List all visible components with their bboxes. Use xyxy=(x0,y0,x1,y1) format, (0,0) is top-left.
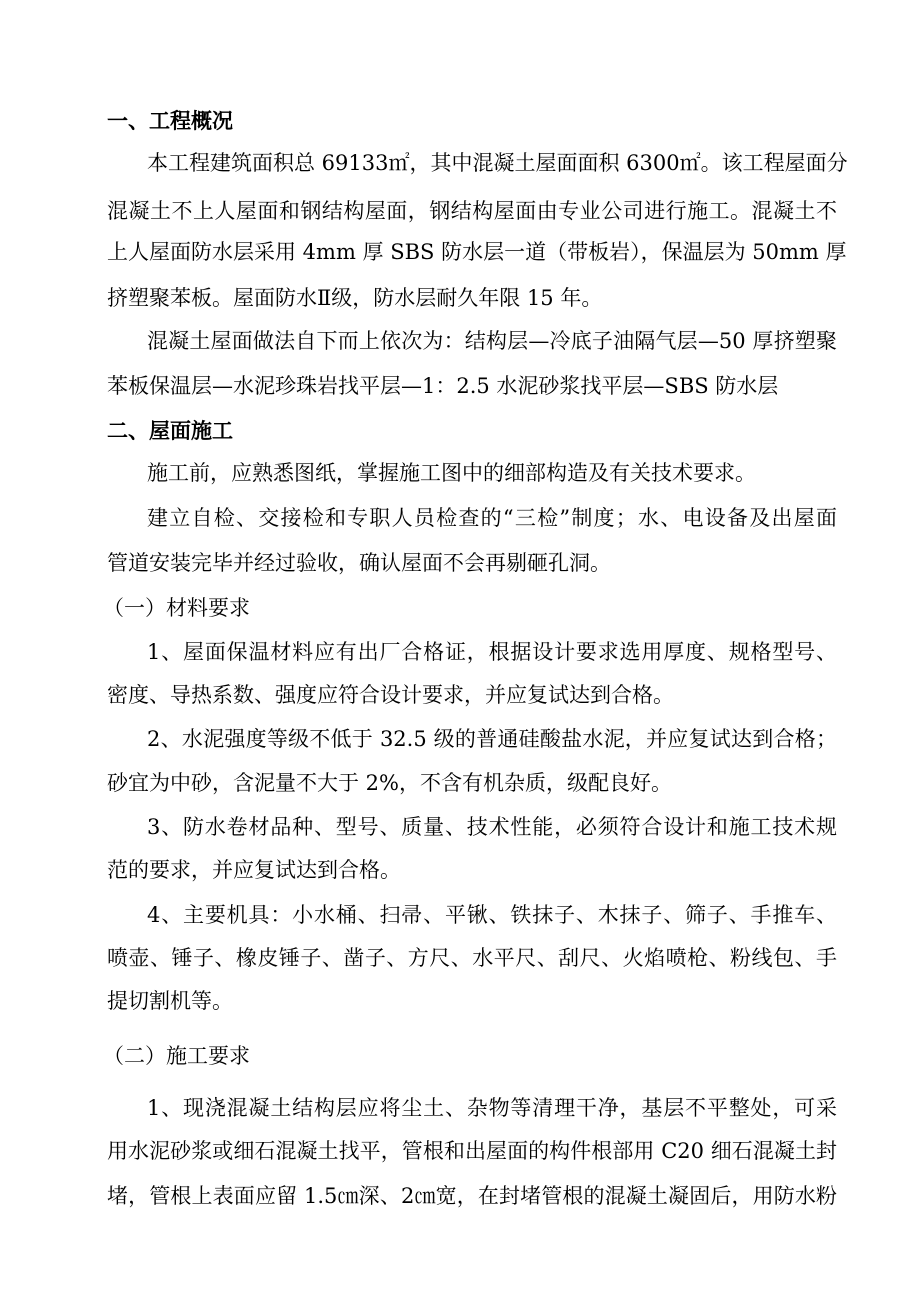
paragraph-line: 本工程建筑面积总 69133㎡，其中混凝土屋面面积 6300㎡。该工程屋面分 xyxy=(147,151,848,175)
paragraph-line: 建立自检、交接检和专职人员检查的“三检”制度；水、电设备及出屋面 xyxy=(147,506,837,530)
list-item-line: 提切割机等。 xyxy=(107,989,233,1013)
paragraph-line: 上人屋面防水层采用 4mm 厚 SBS 防水层一道（带板岩），保温层为 50mm 厚 xyxy=(107,240,847,264)
list-item-line: 4、主要机具：小水桶、扫帚、平锹、铁抹子、木抹子、筛子、手推车、 xyxy=(147,903,837,927)
list-item-line: 喷壶、锤子、橡皮锤子、凿子、方尺、水平尺、刮尺、火焰喷枪、粉线包、手 xyxy=(107,946,837,970)
list-item-line: 3、防水卷材品种、型号、质量、技术性能，必须符合设计和施工技术规 xyxy=(147,815,837,839)
list-item-line: 密度、导热系数、强度应符合设计要求，并应复试达到合格。 xyxy=(107,683,674,707)
paragraph-line: 施工前，应熟悉图纸，掌握施工图中的细部构造及有关技术要求。 xyxy=(147,461,756,485)
subsection-1-heading: （一）材料要求 xyxy=(103,596,250,620)
paragraph-line: 混凝土不上人屋面和钢结构屋面，钢结构屋面由专业公司进行施工。混凝土不 xyxy=(107,199,837,223)
section-1-heading: 一、工程概况 xyxy=(107,108,233,133)
list-item-line: 用水泥砂浆或细石混凝土找平，管根和出屋面的构件根部用 C20 细石混凝土封 xyxy=(107,1139,837,1163)
list-item-line: 1、现浇混凝土结构层应将尘土、杂物等清理干净，基层不平整处，可采 xyxy=(147,1096,837,1120)
list-item-line: 堵，管根上表面应留 1.5㎝深、2㎝宽，在封堵管根的混凝土凝固后，用防水粉 xyxy=(107,1184,837,1208)
list-item-line: 范的要求，并应复试达到合格。 xyxy=(107,858,401,882)
list-item-line: 1、屋面保温材料应有出厂合格证，根据设计要求选用厚度、规格型号、 xyxy=(147,640,837,664)
paragraph-line: 挤塑聚苯板。屋面防水Ⅱ级，防水层耐久年限 15 年。 xyxy=(107,286,603,310)
subsection-2-heading: （二）施工要求 xyxy=(103,1044,250,1068)
list-item-line: 2、水泥强度等级不低于 32.5 级的普通硅酸盐水泥，并应复试达到合格； xyxy=(147,727,837,751)
section-2-heading: 二、屋面施工 xyxy=(107,418,233,443)
list-item-line: 砂宜为中砂，含泥量不大于 2%，不含有机杂质，级配良好。 xyxy=(107,771,672,795)
paragraph-line: 混凝土屋面做法自下而上依次为：结构层—冷底子油隔气层—50 厚挤塑聚 xyxy=(147,329,837,353)
paragraph-line: 管道安装完毕并经过验收，确认屋面不会再剔砸孔洞。 xyxy=(107,551,611,575)
paragraph-line: 苯板保温层—水泥珍珠岩找平层—1：2.5 水泥砂浆找平层—SBS 防水层 xyxy=(107,374,779,398)
